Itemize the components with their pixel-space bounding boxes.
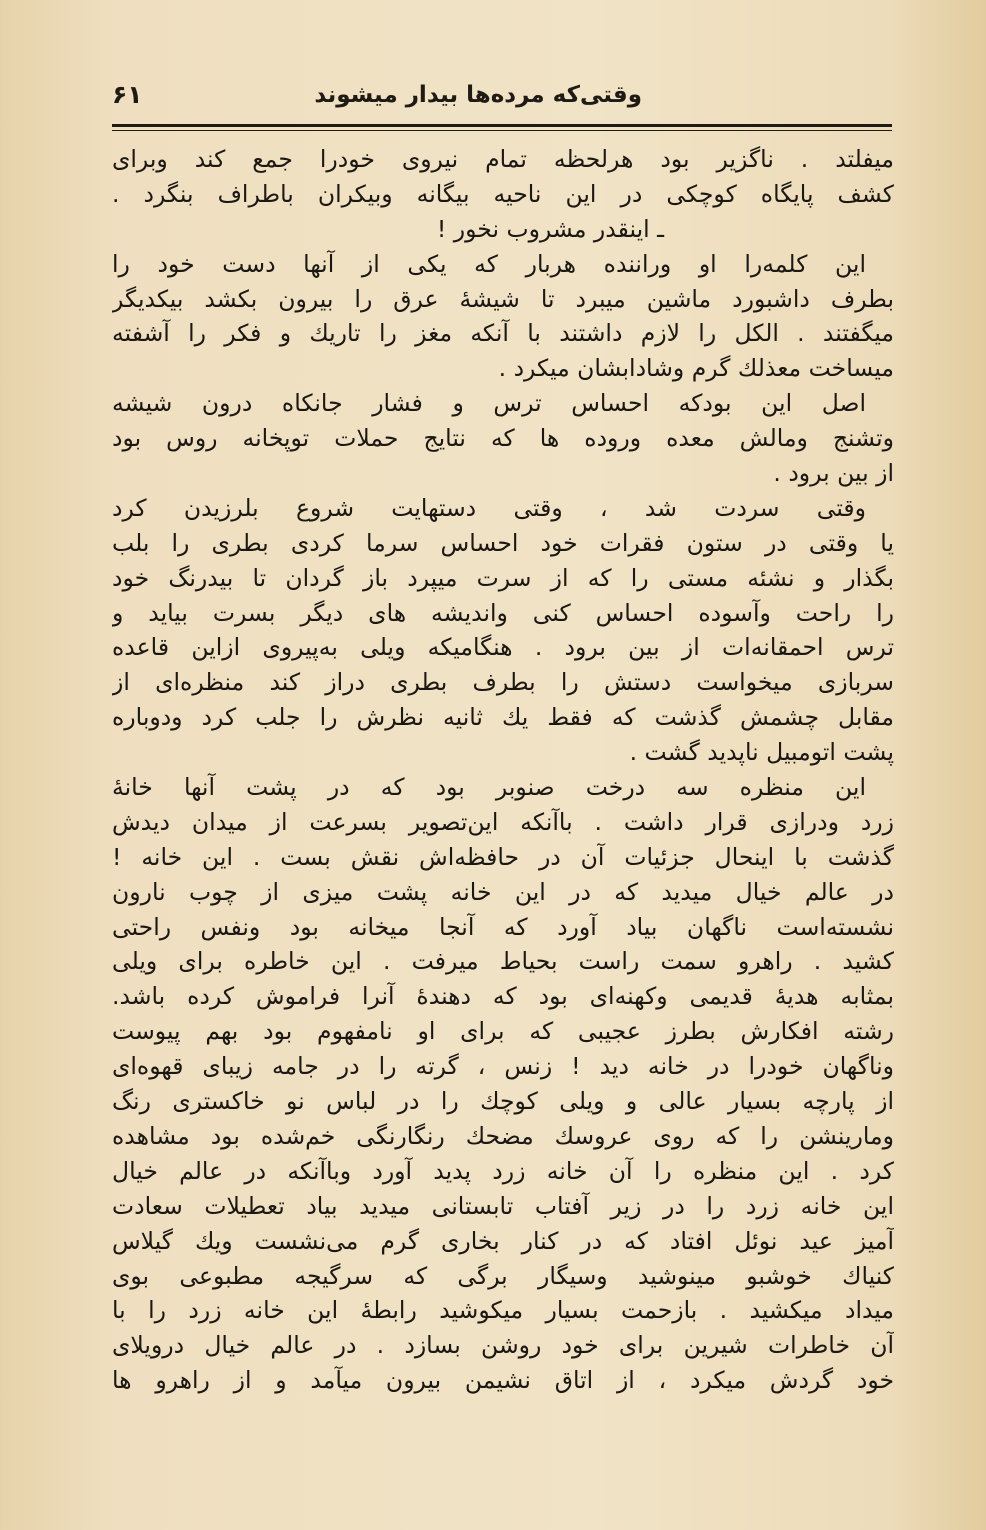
text-line: در عالم خیال میدید که در این خانه پشت میزی از چوب نارون: [112, 877, 894, 906]
text-line: میساخت معذلك گرم وشادابشان میکرد .: [498, 354, 894, 383]
text-line: کنیاك خوشبو مینوشید وسیگار برگی که سرگیجه مطبوعی بوی: [112, 1261, 894, 1290]
text-line: میگفتند . الکل را لازم داشتند با آنکه مغز را تاریك و فکر را آشفته: [112, 319, 894, 348]
text-line: زرد ودرازی قرار داشت . باآنکه این‌تصویر بسرعت از میدان دیدش: [112, 807, 894, 836]
text-line: میداد میکشید . بازحمت بسیار میکوشید رابطهٔ این خانه زرد را با: [112, 1296, 894, 1325]
text-line: ترس احمقانه‌ات از بین برود . هنگامیکه ویلی به‌پیروی ازاین قاعده: [112, 633, 894, 662]
body-text: [112, 142, 894, 1398]
text-line: میفلتد . ناگزیر بود هرلحظه تمام نیروی خودرا جمع کند وبرای: [112, 145, 894, 173]
page-number: ۶۱: [112, 80, 143, 109]
text-line: بمثابه هدیهٔ قدیمی وکهنه‌ای بود که دهندهٔ آنرا فراموش کرده باشد.: [112, 982, 894, 1011]
text-line: این منظره سه درخت صنوبر بود که در پشت آنها خانهٔ: [112, 773, 866, 802]
running-title: وقتی‌که مرده‌ها بیدار میشوند: [314, 82, 642, 108]
text-line: رشته افکارش بطرز عجیبی که برای او نامفهوم بود بهم پیوست: [112, 1017, 894, 1046]
text-line: ـ اینقدر مشروب نخور !: [436, 214, 664, 243]
header-rule-thick: [112, 124, 892, 127]
text-line: از بین برود .: [773, 459, 894, 488]
text-line: وتشنج ومالش معده وروده ها که نتایج حملات توپخانه روس بود: [112, 424, 894, 453]
text-line: ومارینشن را که روی عروسك مضحك رنگارنگی خم‌شده بود مشاهده: [112, 1121, 894, 1150]
text-line: اصل این بودکه احساس ترس و فشار جانکاه درون شیشه: [112, 389, 866, 418]
text-line: خود گردش میکرد ، از اتاق نشیمن بیرون میآمد و از راهرو ها: [112, 1366, 894, 1395]
text-line: پشت اتومبیل ناپدید گشت .: [629, 738, 894, 767]
text-line: از پارچه بسیار عالی و ویلی کوچك را در لباس نو خاکستری رنگ: [112, 1087, 894, 1116]
text-line: نشسته‌است ناگهان بیاد آورد که آنجا میخانه بود ونفس راحتی: [112, 912, 894, 941]
text-line: یا وقتی در ستون فقرات خود احساس سرما کردی بطری را بلب: [112, 528, 894, 557]
text-line: را راحت وآسوده احساس کنی واندیشه های دیگر بسرت بیاید و: [112, 598, 894, 627]
text-line: گذشت با اینحال جزئیات آن در حافظه‌اش نقش بست . این خانه !: [112, 842, 894, 871]
text-line: مقابل چشمش گذشت که فقط یك ثانیه نظرش را جلب کرد ودوباره: [112, 703, 894, 732]
text-line: کرد . این منظره را آن خانه زرد پدید آورد وباآنکه در عالم خیال: [112, 1156, 894, 1185]
text-line: بطرف داشبورد ماشین میبرد تا شیشهٔ عرق را بیرون بکشد بیکدیگر: [112, 284, 894, 313]
text-line: آن خاطرات شیرین برای خود روشن بسازد . در عالم خیال درویلای: [112, 1331, 894, 1360]
text-line: بگذار و نشئه مستی را که از سرت میپرد باز گردان تا بیدرنگ خود: [112, 563, 894, 592]
text-line: این خانه زرد را در زیر آفتاب تابستانی میدید بیاد تعطیلات سعادت: [112, 1191, 894, 1220]
text-line: کشف پایگاه کوچکی در این ناحیه بیگانه وبیکران باطراف بنگرد .: [112, 179, 894, 208]
text-line: کشید . راهرو سمت راست بحیاط میرفت . این خاطره برای ویلی: [112, 947, 894, 976]
header-rule-thin: [112, 130, 892, 131]
text-line: سربازی میخواست دستش را بطرف بطری دراز کند منظره‌ای از: [112, 668, 894, 697]
text-line: این کلمه‌را او وراننده هربار که یکی از آنها دست خود را: [112, 249, 866, 278]
page-header: [112, 78, 892, 118]
text-line: وقتی سردت شد ، وقتی دستهایت شروع بلرزیدن کرد: [112, 493, 866, 522]
text-line: آمیز عید نوئل افتاد که در کنار بخاری گرم می‌نشست ویك گیلاس: [112, 1226, 894, 1255]
text-line: وناگهان خودرا در خانه دید ! زنس ، گرته را در جامه زیبای قهوه‌ای: [112, 1052, 894, 1081]
